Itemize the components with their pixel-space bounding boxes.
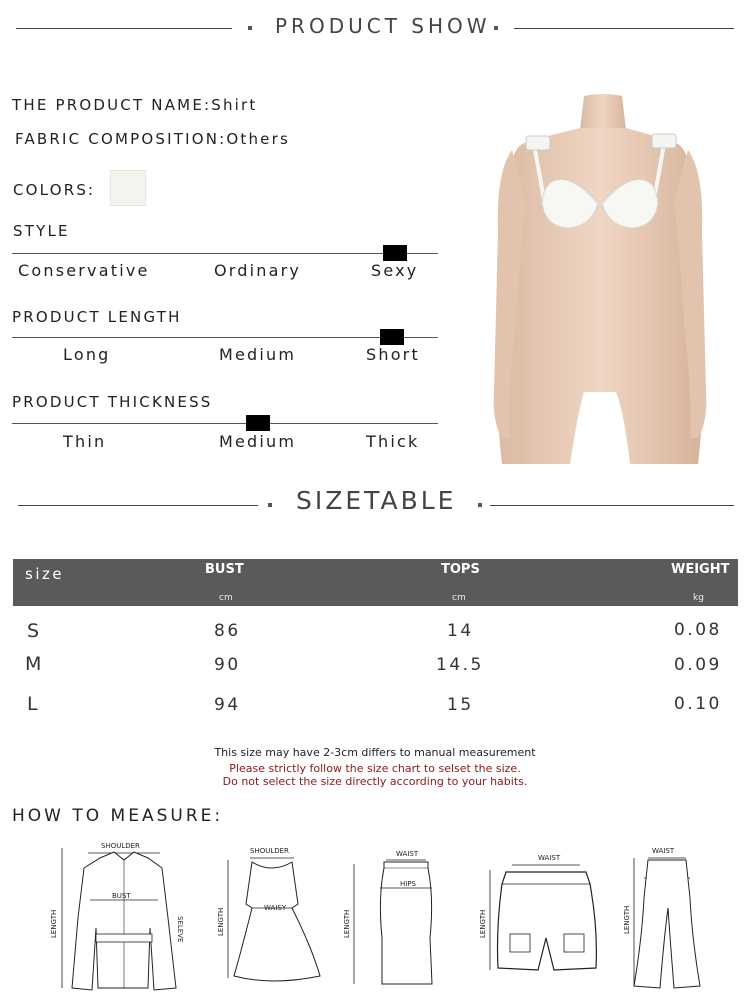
row-bust: 86 xyxy=(214,621,241,641)
header-dot-left xyxy=(248,26,252,30)
row-tops: 14 xyxy=(447,621,474,641)
thickness-option-thin: Thin xyxy=(63,432,107,451)
row-size: L xyxy=(27,693,41,715)
thickness-option-thick: Thick xyxy=(366,432,420,451)
waist-label: WAIST xyxy=(652,847,675,855)
col-tops-unit: cm xyxy=(452,593,466,603)
col-size: size xyxy=(25,565,65,583)
dress-measure-diagram xyxy=(212,838,322,994)
row-bust: 90 xyxy=(214,655,241,675)
col-weight: WEIGHT xyxy=(671,562,730,577)
col-tops: TOPS xyxy=(441,562,480,577)
how-to-measure-title: HOW TO MEASURE: xyxy=(12,806,224,826)
row-tops: 14.5 xyxy=(436,655,484,675)
waist-label: WAIST xyxy=(538,854,561,862)
row-weight: 0.09 xyxy=(674,655,722,675)
sizetable-rule-left xyxy=(18,505,258,506)
style-option-sexy: Sexy xyxy=(371,261,419,280)
length-label: LENGTH xyxy=(623,905,631,934)
shoulder-label: SHOULDER xyxy=(101,842,140,850)
size-table-header xyxy=(13,559,738,606)
skirt-measure-diagram xyxy=(340,838,450,994)
row-size: M xyxy=(25,653,44,675)
length-label: LENGTH xyxy=(479,909,487,938)
product-name: THE PRODUCT NAME:Shirt xyxy=(12,96,258,114)
row-size: S xyxy=(27,620,42,642)
shoulder-label: SHOULDER xyxy=(250,847,289,855)
header-dot-right xyxy=(494,26,498,30)
row-tops: 15 xyxy=(447,695,474,715)
length-label: LENGTH xyxy=(343,909,351,938)
header-rule-left xyxy=(16,28,232,29)
style-option-conservative: Conservative xyxy=(18,261,150,280)
sizetable-dot-right xyxy=(478,503,482,507)
jacket-measure-diagram xyxy=(50,838,200,994)
length-option-short: Short xyxy=(366,345,420,364)
note-measurement: This size may have 2-3cm differs to manual measurement xyxy=(214,746,536,759)
col-bust-unit: cm xyxy=(219,593,233,603)
row-weight: 0.08 xyxy=(674,620,722,640)
fabric-composition: FABRIC COMPOSITION:Others xyxy=(15,130,290,148)
length-label: LENGTH xyxy=(50,909,58,938)
note-warning-1: Please strictly follow the size chart to selset the size. xyxy=(229,762,521,775)
style-scale-line xyxy=(12,253,438,254)
thickness-option-medium: Medium xyxy=(219,432,297,451)
pants-measure-diagram xyxy=(622,838,722,994)
length-option-long: Long xyxy=(63,345,111,364)
length-label: PRODUCT LENGTH xyxy=(12,308,182,326)
thickness-label: PRODUCT THICKNESS xyxy=(12,393,213,411)
color-swatch-white[interactable] xyxy=(110,170,146,206)
sizetable-rule-right xyxy=(490,505,734,506)
style-marker xyxy=(383,245,407,261)
sizetable-dot-left xyxy=(268,503,272,507)
sizetable-title: SIZETABLE xyxy=(296,486,457,515)
shorts-measure-diagram xyxy=(476,838,616,994)
length-marker xyxy=(380,329,404,345)
thickness-marker xyxy=(246,415,270,431)
hips-label: HIPS xyxy=(400,880,416,888)
page-title: PRODUCT SHOW xyxy=(275,14,491,38)
row-bust: 94 xyxy=(214,695,241,715)
waist-label: WAIST xyxy=(396,850,419,858)
style-label: STYLE xyxy=(13,222,70,240)
bust-label: BUST xyxy=(112,892,131,900)
length-label: LENGTH xyxy=(217,907,225,936)
col-bust: BUST xyxy=(205,562,244,577)
sleeve-label: SELEVE xyxy=(176,916,184,943)
style-option-ordinary: Ordinary xyxy=(214,261,302,280)
waist-label: WAISY xyxy=(264,904,287,912)
header-rule-right xyxy=(514,28,734,29)
thickness-scale-line xyxy=(12,423,438,424)
product-photo xyxy=(466,92,734,466)
length-scale-line xyxy=(12,337,438,338)
note-warning-2: Do not select the size directly according to your habits. xyxy=(222,775,528,788)
col-weight-unit: kg xyxy=(693,593,704,603)
length-option-medium: Medium xyxy=(219,345,297,364)
row-weight: 0.10 xyxy=(674,694,722,714)
colors-label: COLORS: xyxy=(13,181,96,199)
